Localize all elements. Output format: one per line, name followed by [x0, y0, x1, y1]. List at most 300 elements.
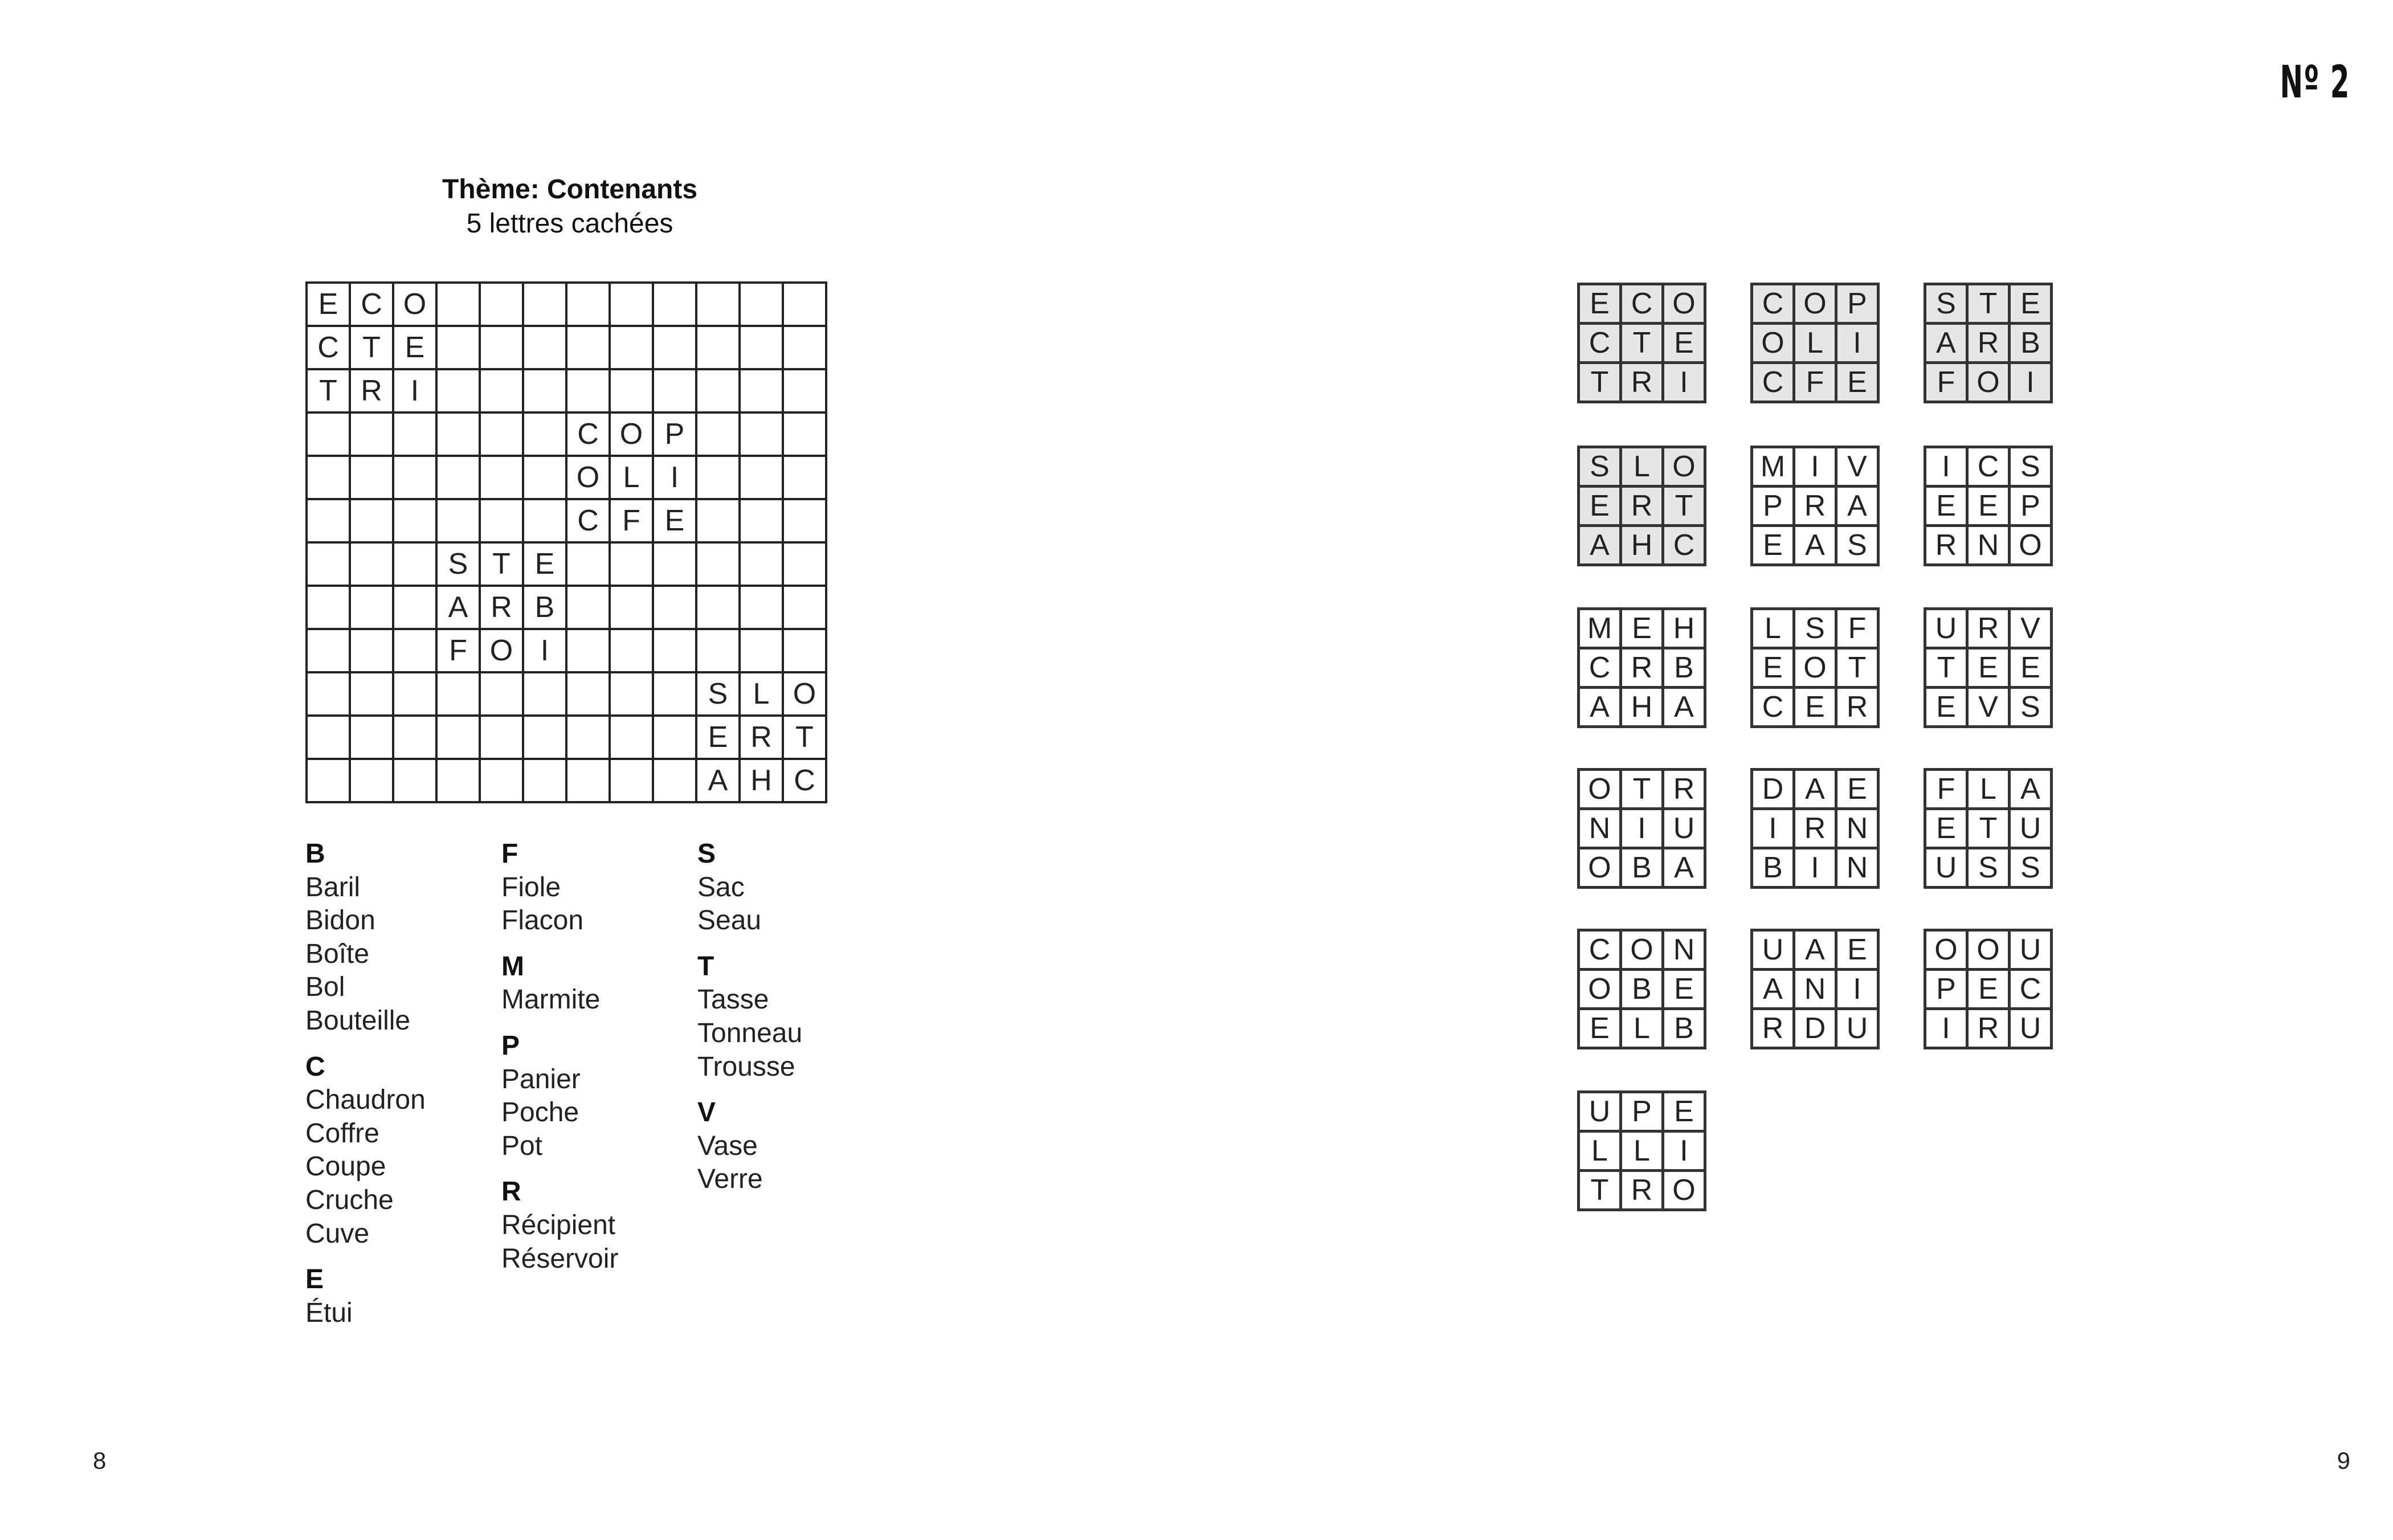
tile-cell: L	[1619, 446, 1661, 485]
tile-cell: T	[1661, 485, 1704, 524]
word-list-item: Poche	[501, 1097, 579, 1128]
grid-cell: C	[782, 758, 825, 801]
grid-cell: T	[782, 714, 825, 758]
tile-cell: B	[1661, 1007, 1704, 1047]
tile-cell: S	[1792, 607, 1835, 647]
tile-cell: M	[1750, 446, 1792, 485]
tile-cell: E	[1577, 283, 1619, 322]
word-group	[305, 1263, 426, 1330]
grid-cell	[565, 325, 609, 368]
left-page	[0, 0, 1196, 1540]
grid-cell	[479, 455, 522, 498]
tile-cell: A	[1792, 768, 1835, 807]
tile-cell: U	[1750, 929, 1792, 968]
grid-cell	[522, 455, 565, 498]
tile-cell: C	[1577, 647, 1619, 686]
grid-cell	[782, 541, 825, 585]
word-list-item: Récipient	[501, 1210, 616, 1240]
grid-cell: E	[695, 714, 738, 758]
word-group-letter: M	[501, 951, 524, 982]
grid-cell: I	[392, 368, 435, 411]
grid-cell	[609, 368, 652, 411]
grid-cell	[695, 325, 738, 368]
grid-cell	[349, 411, 392, 455]
grid-cell	[349, 498, 392, 541]
grid-cell	[392, 714, 435, 758]
grid-cell: E	[652, 498, 695, 541]
tile-cell: B	[1661, 647, 1704, 686]
tile-cell: U	[2008, 1007, 2050, 1047]
tile-cell: R	[1966, 1007, 2008, 1047]
tile-cell: E	[2008, 283, 2050, 322]
tile-cell: O	[1577, 968, 1619, 1007]
grid-cell	[738, 281, 782, 325]
grid-cell	[305, 411, 349, 455]
grid-cell	[479, 758, 522, 801]
grid-cell	[479, 411, 522, 455]
tile-cell: C	[1619, 283, 1661, 322]
tile-cell: S	[1966, 847, 2008, 886]
tile-cell: O	[1661, 446, 1704, 485]
tile-cell: E	[1792, 686, 1835, 725]
letter-tile	[1924, 768, 2053, 889]
grid-cell	[392, 411, 435, 455]
grid-cell	[522, 325, 565, 368]
tile-cell: A	[1661, 847, 1704, 886]
grid-cell	[652, 714, 695, 758]
tile-cell: E	[1835, 929, 1877, 968]
grid-cell	[738, 628, 782, 671]
tile-cell: I	[1619, 807, 1661, 847]
grid-cell: P	[652, 411, 695, 455]
letter-tile	[1577, 929, 1706, 1049]
grid-cell	[782, 628, 825, 671]
tile-cell: N	[1835, 847, 1877, 886]
tile-cell: T	[1619, 768, 1661, 807]
word-group	[501, 1030, 618, 1163]
tile-cell: I	[2008, 361, 2050, 401]
tile-cell: O	[1966, 361, 2008, 401]
tile-cell: R	[1619, 361, 1661, 401]
grid-cell	[652, 628, 695, 671]
tile-cell: T	[1577, 1169, 1619, 1208]
right-page	[1196, 0, 2393, 1540]
word-group-letter: C	[305, 1051, 325, 1082]
grid-cell	[652, 368, 695, 411]
tile-cell: L	[1750, 607, 1792, 647]
tile-cell: R	[1792, 807, 1835, 847]
tile-cell: N	[1661, 929, 1704, 968]
grid-cell	[652, 671, 695, 714]
word-group-letter: V	[697, 1097, 716, 1128]
letter-tile	[1577, 283, 1706, 403]
tile-cell: E	[1835, 361, 1877, 401]
theme-title: Thème: Contenants	[442, 174, 698, 205]
grid-cell	[609, 585, 652, 628]
grid-cell	[305, 585, 349, 628]
letter-tile	[1750, 768, 1880, 889]
grid-cell	[695, 411, 738, 455]
grid-cell	[522, 281, 565, 325]
word-list-item: Cuve	[305, 1218, 370, 1249]
tile-cell: E	[1750, 524, 1792, 563]
tile-cell: N	[1835, 807, 1877, 847]
tile-cell: N	[1792, 968, 1835, 1007]
tile-cell: R	[1619, 1169, 1661, 1208]
tile-cell: P	[1750, 485, 1792, 524]
tile-cell: T	[1619, 322, 1661, 361]
word-list-item: Vase	[697, 1130, 758, 1161]
letter-tile	[1577, 446, 1706, 566]
grid-cell: O	[609, 411, 652, 455]
tile-cell: O	[1792, 283, 1835, 322]
grid-cell: B	[522, 585, 565, 628]
tile-cell: A	[1835, 485, 1877, 524]
grid-cell	[305, 541, 349, 585]
tile-cell: V	[2008, 607, 2050, 647]
tile-cell: I	[1792, 847, 1835, 886]
tile-cell: R	[1619, 647, 1661, 686]
tile-cell: I	[1750, 807, 1792, 847]
grid-cell	[782, 411, 825, 455]
grid-cell: C	[565, 411, 609, 455]
tile-cell: C	[1750, 361, 1792, 401]
grid-cell	[782, 368, 825, 411]
tile-cell: O	[2008, 524, 2050, 563]
tile-cell: S	[1577, 446, 1619, 485]
grid-cell: T	[479, 541, 522, 585]
grid-cell: I	[652, 455, 695, 498]
grid-cell: S	[435, 541, 479, 585]
tile-cell: V	[1835, 446, 1877, 485]
tile-cell: I	[1924, 1007, 1966, 1047]
tile-cell: R	[1792, 485, 1835, 524]
grid-cell	[565, 368, 609, 411]
word-list-item: Bouteille	[305, 1005, 411, 1036]
grid-cell	[349, 671, 392, 714]
word-list-item: Coupe	[305, 1151, 386, 1182]
grid-cell	[435, 325, 479, 368]
tile-cell: O	[1661, 283, 1704, 322]
grid-cell	[305, 628, 349, 671]
tile-cell: O	[1577, 847, 1619, 886]
grid-cell	[609, 325, 652, 368]
grid-cell	[738, 498, 782, 541]
tile-cell: A	[1577, 686, 1619, 725]
grid-cell: C	[349, 281, 392, 325]
grid-cell	[609, 758, 652, 801]
grid-cell	[565, 585, 609, 628]
tile-cell: R	[1661, 768, 1704, 807]
grid-cell	[695, 498, 738, 541]
tile-cell: I	[1924, 446, 1966, 485]
grid-cell	[522, 758, 565, 801]
tile-cell: C	[1750, 686, 1792, 725]
tile-cell: R	[1750, 1007, 1792, 1047]
word-group-letter: F	[501, 839, 518, 869]
grid-cell	[695, 368, 738, 411]
tile-cell: E	[1577, 1007, 1619, 1047]
tile-cell: C	[1966, 446, 2008, 485]
grid-cell	[435, 671, 479, 714]
tile-cell: B	[2008, 322, 2050, 361]
tile-cell: L	[1792, 322, 1835, 361]
word-list-item: Bol	[305, 972, 345, 1003]
word-group-letter: S	[697, 839, 716, 869]
word-group-letter: P	[501, 1030, 520, 1061]
word-group	[305, 838, 426, 1038]
tile-cell: E	[1619, 607, 1661, 647]
tile-cell: E	[1966, 485, 2008, 524]
tile-cell: F	[1792, 361, 1835, 401]
tile-cell: B	[1750, 847, 1792, 886]
letter-tile	[1750, 929, 1880, 1049]
tile-cell: S	[1835, 524, 1877, 563]
grid-cell	[392, 628, 435, 671]
tile-cell: N	[1966, 524, 2008, 563]
grid-cell	[392, 671, 435, 714]
grid-cell	[305, 758, 349, 801]
grid-cell	[652, 281, 695, 325]
grid-cell: L	[609, 455, 652, 498]
grid-cell	[738, 541, 782, 585]
tile-cell: L	[1577, 1130, 1619, 1169]
grid-cell: O	[479, 628, 522, 671]
letter-tile	[1577, 607, 1706, 728]
tile-cell: S	[2008, 686, 2050, 725]
tile-cell: U	[1924, 607, 1966, 647]
grid-cell	[652, 325, 695, 368]
tile-cell: B	[1619, 847, 1661, 886]
letter-tile	[1750, 446, 1880, 566]
tile-cell: U	[2008, 929, 2050, 968]
tile-cell: U	[1835, 1007, 1877, 1047]
tile-cell: O	[1577, 768, 1619, 807]
tile-cell: A	[1924, 322, 1966, 361]
grid-cell	[349, 758, 392, 801]
tile-cell: E	[1661, 1090, 1704, 1130]
grid-cell	[565, 541, 609, 585]
tile-cell: F	[1924, 361, 1966, 401]
word-list-column-1	[305, 838, 426, 1342]
tile-cell: O	[1661, 1169, 1704, 1208]
word-list-item: Réservoir	[501, 1243, 619, 1274]
word-list-item: Baril	[305, 872, 361, 902]
tile-cell: A	[1661, 686, 1704, 725]
tile-cell: V	[1966, 686, 2008, 725]
word-list-item: Chaudron	[305, 1085, 426, 1116]
tile-cell: D	[1750, 768, 1792, 807]
tile-cell: T	[1835, 647, 1877, 686]
grid-cell	[349, 714, 392, 758]
grid-cell: E	[392, 325, 435, 368]
tile-cell: S	[2008, 847, 2050, 886]
grid-cell	[305, 498, 349, 541]
grid-cell: C	[305, 325, 349, 368]
grid-cell	[349, 585, 392, 628]
letter-tile	[1924, 283, 2053, 403]
grid-cell: O	[782, 671, 825, 714]
letter-tile	[1924, 607, 2053, 728]
word-list-item: Marmite	[501, 985, 601, 1015]
grid-cell	[522, 671, 565, 714]
grid-cell: O	[565, 455, 609, 498]
grid-cell	[522, 714, 565, 758]
grid-cell	[522, 411, 565, 455]
grid-cell	[565, 714, 609, 758]
tile-cell: P	[2008, 485, 2050, 524]
tile-cell: L	[1966, 768, 2008, 807]
tile-cell: O	[1792, 647, 1835, 686]
grid-cell	[565, 671, 609, 714]
grid-cell	[782, 498, 825, 541]
tile-cell: E	[1966, 647, 2008, 686]
letter-tile	[1750, 607, 1880, 728]
tile-cell: U	[1661, 807, 1704, 847]
word-list-item: Bidon	[305, 905, 375, 936]
grid-cell	[479, 498, 522, 541]
grid-cell	[392, 541, 435, 585]
word-list-column-3	[697, 838, 802, 1209]
word-group	[501, 838, 618, 938]
tile-cell: R	[1924, 524, 1966, 563]
tile-cell: O	[1750, 322, 1792, 361]
grid-cell	[738, 325, 782, 368]
tile-cell: I	[1835, 322, 1877, 361]
tile-cell: R	[1619, 485, 1661, 524]
word-list-item: Fiole	[501, 872, 561, 902]
grid-cell	[652, 541, 695, 585]
tile-cell: H	[1619, 686, 1661, 725]
word-group	[501, 950, 618, 1017]
grid-cell	[738, 411, 782, 455]
grid-cell	[565, 281, 609, 325]
tile-cell: F	[1835, 607, 1877, 647]
grid-cell	[522, 368, 565, 411]
tile-cell: T	[1577, 361, 1619, 401]
grid-cell	[435, 758, 479, 801]
grid-cell: A	[435, 585, 479, 628]
word-group	[697, 950, 802, 1084]
word-list-item: Étui	[305, 1297, 353, 1328]
grid-cell: T	[305, 368, 349, 411]
word-list-item: Tasse	[697, 985, 769, 1015]
letter-tile	[1924, 446, 2053, 566]
tile-cell: P	[1835, 283, 1877, 322]
tile-cell: E	[1661, 968, 1704, 1007]
tile-cell: A	[2008, 768, 2050, 807]
word-list-item: Coffre	[305, 1118, 379, 1149]
letter-tile	[1577, 768, 1706, 889]
grid-cell	[479, 368, 522, 411]
grid-cell	[305, 455, 349, 498]
word-group	[697, 1096, 802, 1196]
letter-tile	[1750, 283, 1880, 403]
word-group-letter: R	[501, 1177, 521, 1207]
tile-cell: A	[1577, 524, 1619, 563]
grid-cell	[435, 368, 479, 411]
letter-tile	[1924, 929, 2053, 1049]
tile-cell: R	[1966, 322, 2008, 361]
tile-cell: P	[1924, 968, 1966, 1007]
tile-cell: U	[1924, 847, 1966, 886]
tile-cell: C	[1577, 322, 1619, 361]
grid-cell	[479, 325, 522, 368]
grid-cell: R	[738, 714, 782, 758]
grid-cell	[479, 714, 522, 758]
tile-cell: C	[1577, 929, 1619, 968]
main-word-grid	[305, 281, 827, 803]
grid-cell	[609, 628, 652, 671]
puzzle-number: Nº 2	[2280, 57, 2350, 108]
tile-cell: C	[1750, 283, 1792, 322]
grid-cell	[652, 585, 695, 628]
grid-cell: E	[522, 541, 565, 585]
grid-cell	[782, 325, 825, 368]
word-list-column-2	[501, 838, 618, 1288]
grid-cell	[392, 585, 435, 628]
word-group-letter: T	[697, 951, 714, 982]
word-list-item: Tonneau	[697, 1018, 803, 1048]
tile-cell: O	[1966, 929, 2008, 968]
tile-cell: I	[1661, 1130, 1704, 1169]
grid-cell	[305, 714, 349, 758]
grid-cell	[435, 411, 479, 455]
grid-cell	[392, 455, 435, 498]
tile-cell: A	[1750, 968, 1792, 1007]
word-list-item: Sac	[697, 872, 745, 902]
grid-cell: R	[479, 585, 522, 628]
tile-cell: C	[1661, 524, 1704, 563]
grid-cell	[305, 671, 349, 714]
tile-cell: C	[2008, 968, 2050, 1007]
word-group	[501, 1175, 618, 1276]
grid-cell: C	[565, 498, 609, 541]
grid-cell	[695, 455, 738, 498]
grid-cell: T	[349, 325, 392, 368]
tile-cell: A	[1792, 524, 1835, 563]
grid-cell	[435, 714, 479, 758]
grid-cell: S	[695, 671, 738, 714]
tile-cell: H	[1619, 524, 1661, 563]
tile-cell: S	[1924, 283, 1966, 322]
tile-cell: H	[1661, 607, 1704, 647]
tile-cell: I	[1835, 968, 1877, 1007]
tile-cell: E	[1835, 768, 1877, 807]
grid-cell	[609, 281, 652, 325]
tile-cell: T	[1966, 807, 2008, 847]
grid-cell	[695, 281, 738, 325]
tile-cell: T	[1924, 647, 1966, 686]
tile-cell: E	[1924, 807, 1966, 847]
tile-cell: L	[1619, 1130, 1661, 1169]
grid-cell: H	[738, 758, 782, 801]
grid-cell: F	[609, 498, 652, 541]
tile-cell: I	[1792, 446, 1835, 485]
tile-cell: A	[1792, 929, 1835, 968]
grid-cell	[609, 671, 652, 714]
tile-cell: R	[1835, 686, 1877, 725]
grid-cell	[479, 671, 522, 714]
word-list-item: Trousse	[697, 1051, 795, 1082]
grid-cell	[609, 541, 652, 585]
word-group-letter: E	[305, 1264, 324, 1295]
tile-cell: U	[1577, 1090, 1619, 1130]
tile-cell: R	[1966, 607, 2008, 647]
grid-cell	[565, 758, 609, 801]
tile-cell: L	[1619, 1007, 1661, 1047]
grid-cell	[652, 758, 695, 801]
